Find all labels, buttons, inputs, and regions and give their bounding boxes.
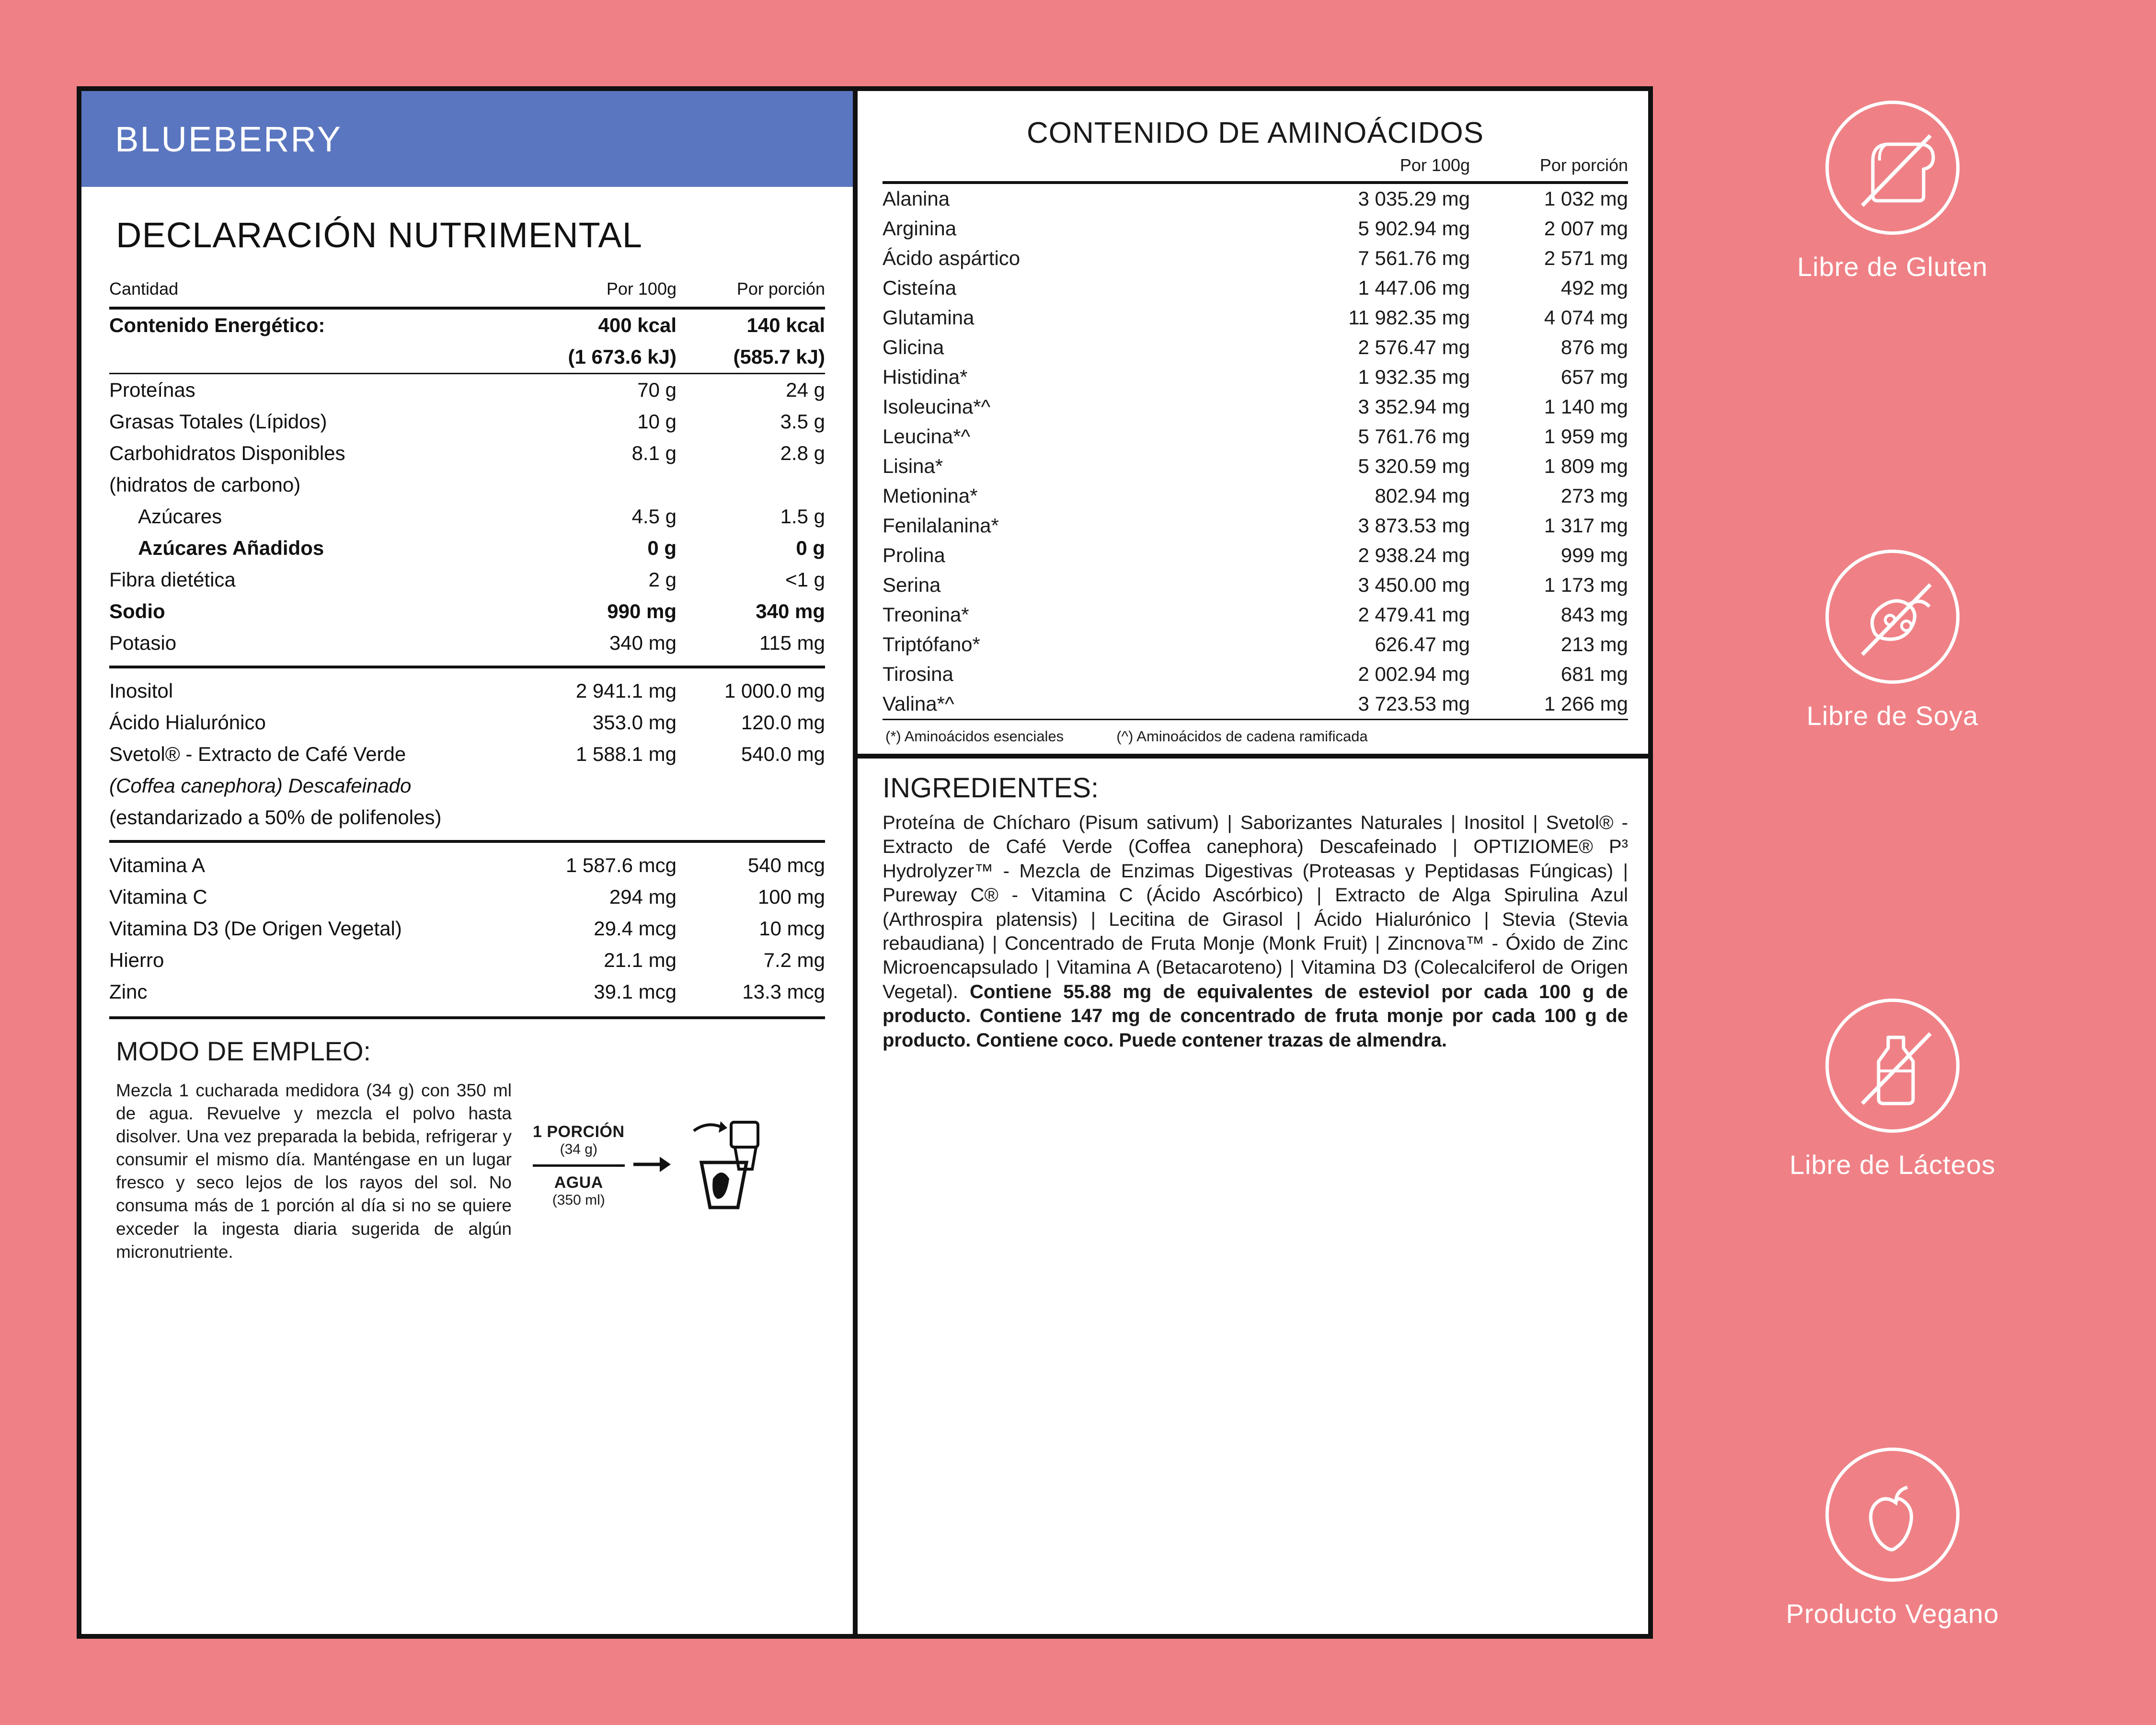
table-row — [109, 976, 825, 1008]
table-row — [109, 374, 825, 406]
table-row — [109, 675, 825, 707]
claim-vegan — [1786, 1448, 1999, 1629]
nutrition-table — [109, 275, 825, 659]
row-perportion: 1 959 mg — [1544, 425, 1628, 448]
row-per100: 29.4 mcg — [594, 917, 677, 940]
nutrition-panel — [77, 86, 1653, 1639]
actives-table — [109, 675, 825, 833]
apple-icon — [1825, 1448, 1960, 1582]
claims-rail — [1686, 86, 2099, 1639]
row-per100: 1 587.6 mcg — [565, 854, 677, 876]
table-row — [109, 341, 825, 374]
row-per100: 1 932.35 mg — [1358, 366, 1470, 388]
table-row — [109, 881, 825, 913]
claim-label: Producto Vegano — [1786, 1598, 1999, 1629]
row-per100: 39.1 mcg — [594, 980, 677, 1003]
row-per100: 400 kcal — [598, 314, 677, 336]
table-row — [883, 451, 1628, 481]
row-perportion: 1 000.0 mg — [724, 679, 825, 702]
row-perportion: 2 571 mg — [1544, 247, 1628, 269]
row-perportion: 1 809 mg — [1544, 455, 1628, 477]
row-per100: 0 g — [647, 537, 677, 559]
row-perportion: 843 mg — [1560, 603, 1628, 626]
divider — [109, 840, 825, 843]
row-label: Leucina*^ — [883, 425, 971, 448]
row-label: Alanina — [883, 187, 950, 210]
row-perportion: 4 074 mg — [1544, 306, 1628, 329]
row-label: (hidratos de carbono) — [109, 473, 301, 496]
table-row — [109, 850, 825, 881]
row-perportion: 24 g — [786, 379, 825, 401]
table-row — [883, 540, 1628, 570]
table-row — [883, 184, 1628, 214]
ingredients-body: Proteína de Chícharo (Pisum sativum) | Saborizantes Naturales | Inositol | Svetol® - Extracto de Café Verde (Coffea canephora) Descafeinado | OPTIZIOME® P³ Hydrolyzer™ - Mezcla de Enzimas Digestivas (Proteasas y Peptidasas Fúngicas) | Pureway C® - Vitamina C (Ácido Ascórbico) | Extracto de Alga Spirulina Azul (Arthrospira platensis) | Lecitina de Girasol | Ácido Hialurónico | Stevia (Stevia rebaudiana) | Concentrado de Fruta Monje (Monk Fruit) | Zincnova™ - Óxido de Zinc Microencapsulado | Vitamina A (Betacaroteno) | Vitamina D3 (Colecalciferol de Origen Vegetal). — [883, 812, 1628, 1002]
row-perportion: 115 mg — [759, 632, 825, 654]
row-per100: 3 352.94 mg — [1358, 395, 1470, 418]
row-label: Lisina* — [883, 455, 943, 477]
row-label: Potasio — [109, 632, 177, 654]
row-per100: 3 035.29 mg — [1358, 187, 1470, 210]
ingredients-section — [858, 754, 1653, 1052]
vitamins-table — [109, 850, 825, 1008]
row-per100: 2 938.24 mg — [1358, 544, 1470, 566]
row-perportion: 7.2 mg — [763, 949, 825, 971]
row-perportion: 540 mcg — [747, 854, 825, 876]
row-label: Valina*^ — [883, 692, 954, 715]
row-label: Prolina — [883, 544, 945, 566]
table-row — [109, 944, 825, 976]
shaker-glass-icon — [685, 1116, 767, 1215]
table-row — [109, 627, 825, 659]
milk-bottle-crossed-icon — [1825, 999, 1960, 1133]
row-perportion: 10 mcg — [759, 917, 825, 940]
table-row — [109, 913, 825, 944]
amino-table — [883, 152, 1628, 720]
table-row — [883, 362, 1628, 392]
row-label: Ácido aspártico — [883, 247, 1021, 269]
row-label: Sodio — [109, 600, 165, 622]
row-perportion: 213 mg — [1560, 633, 1628, 656]
row-perportion — [677, 469, 825, 501]
row-label: Treonina* — [883, 603, 969, 626]
row-per100: 21.1 mg — [604, 949, 677, 971]
row-perportion: 120.0 mg — [741, 711, 825, 734]
row-label: Isoleucina*^ — [883, 395, 991, 418]
amino-col-per100: Por 100g — [1399, 155, 1470, 175]
portion-amount: (34 g) — [560, 1141, 597, 1157]
row-perportion: 681 mg — [1560, 663, 1628, 685]
footnote-bcaa: (^) Aminoácidos de cadena ramificada — [1116, 728, 1368, 745]
row-perportion: <1 g — [785, 568, 825, 591]
amino-title: CONTENIDO DE AMINOÁCIDOS — [1026, 116, 1484, 150]
row-perportion: 1 266 mg — [1544, 692, 1628, 715]
row-per100: 3 873.53 mg — [1358, 514, 1470, 537]
row-label: Triptófano* — [883, 633, 980, 656]
row-per100: 2 g — [648, 568, 677, 591]
ingredients-allergen-note: Contiene 55.88 mg de equivalentes de esteviol por cada 100 g de producto. Contiene 147 mg de concentrado de fruta monje por cada 100 g de producto. Contiene coco. Puede contener trazas de almendra. — [883, 981, 1628, 1051]
row-per100: 353.0 mg — [592, 711, 677, 734]
amino-col-perportion: Por porción — [1539, 155, 1628, 175]
table-row — [109, 310, 825, 341]
row-label: Tirosina — [883, 663, 953, 685]
row-perportion: 999 mg — [1560, 544, 1628, 566]
row-label: Grasas Totales (Lípidos) — [109, 410, 327, 433]
footnote-essential: (*) Aminoácidos esenciales — [885, 728, 1064, 745]
row-per100: 70 g — [637, 379, 677, 401]
table-row — [109, 501, 825, 532]
row-label: Fibra dietética — [109, 568, 236, 591]
claim-soy-free — [1807, 550, 1979, 731]
row-per100: 5 320.59 mg — [1358, 455, 1470, 477]
row-per100: 1 447.06 mg — [1358, 276, 1470, 299]
nutrition-col-per100: Por 100g — [606, 279, 677, 299]
water-amount: (350 ml) — [552, 1192, 605, 1208]
row-label: Inositol — [109, 679, 173, 702]
preparation-diagram — [533, 1079, 825, 1215]
table-row — [883, 600, 1628, 630]
table-row — [109, 770, 825, 802]
row-label: Vitamina A — [109, 854, 206, 876]
nutrition-facts-section — [81, 215, 853, 1264]
row-perportion: 273 mg — [1560, 484, 1628, 507]
row-per100: 7 561.76 mg — [1358, 247, 1470, 269]
table-row — [883, 214, 1628, 243]
row-label: Ácido Hialurónico — [109, 711, 266, 734]
row-perportion: 100 mg — [757, 886, 825, 908]
table-row — [883, 630, 1628, 659]
nutrition-col-amount: Cantidad — [109, 279, 179, 299]
row-per100: 2 576.47 mg — [1358, 336, 1470, 358]
amino-footnotes — [883, 720, 1628, 745]
row-perportion: 340 mg — [756, 600, 825, 622]
amino-header-row — [883, 152, 1628, 183]
row-per100: 5 761.76 mg — [1358, 425, 1470, 448]
table-row — [883, 481, 1628, 511]
table-row — [883, 392, 1628, 422]
arrow-right-icon — [633, 1150, 677, 1181]
table-row — [109, 564, 825, 596]
row-perportion: 876 mg — [1560, 336, 1628, 358]
row-label: Svetol® - Extracto de Café Verde — [109, 743, 406, 765]
soybean-crossed-icon — [1825, 550, 1960, 684]
row-label: Proteínas — [109, 379, 195, 401]
row-perportion: 492 mg — [1560, 276, 1628, 299]
row-label: Serina — [883, 574, 941, 596]
row-per100: 5 902.94 mg — [1358, 217, 1470, 240]
row-perportion: 540.0 mg — [741, 743, 825, 765]
row-per100: 340 mg — [609, 632, 677, 654]
amino-col-name — [883, 152, 1269, 183]
bread-crossed-icon — [1825, 101, 1960, 235]
row-per100: 3 450.00 mg — [1358, 574, 1470, 596]
table-row — [883, 659, 1628, 689]
row-label: Carbohidratos Disponibles — [109, 442, 345, 464]
row-label: Hierro — [109, 949, 164, 971]
row-per100 — [518, 469, 677, 501]
table-row — [109, 596, 825, 627]
svetol-note-1: (Coffea canephora) Descafeinado — [109, 774, 412, 797]
row-perportion: 2 007 mg — [1544, 217, 1628, 240]
nutrition-header-row — [109, 275, 825, 308]
table-row — [109, 802, 825, 833]
portion-label: 1 PORCIÓN — [533, 1123, 625, 1141]
nutrition-title: DECLARACIÓN NUTRIMENTAL — [116, 215, 642, 255]
row-label: Glutamina — [883, 306, 975, 329]
left-column — [81, 91, 858, 1634]
right-column — [858, 91, 1653, 1634]
claim-label: Libre de Lácteos — [1789, 1150, 1996, 1180]
row-label: Azúcares — [138, 505, 222, 528]
row-label: Azúcares Añadidos — [138, 537, 324, 559]
row-per100: 626.47 mg — [1375, 633, 1470, 656]
table-row — [883, 511, 1628, 540]
row-per100: 4.5 g — [631, 505, 677, 528]
claim-gluten-free — [1797, 101, 1988, 282]
row-label: Glicina — [883, 336, 944, 358]
svetol-note-2: (estandarizado a 50% de polifenoles) — [109, 806, 442, 828]
row-per100: (1 673.6 kJ) — [568, 345, 677, 368]
nutrition-col-perportion: Por porción — [736, 279, 825, 299]
row-perportion: 657 mg — [1560, 366, 1628, 388]
row-perportion: 1.5 g — [780, 505, 825, 528]
row-per100: 1 588.1 mg — [575, 743, 677, 765]
directions-text: Mezcla 1 cucharada medidora (34 g) con 350 ml de agua. Revuelve y mezcla el polvo hasta disolver. Una vez preparada la bebida, refrigerar y consumir el mismo día. Manténgase en un lugar fresco y seco lejos de los rayos del sol. No consuma más de 1 porción al día si no se quiere exceder la ingesta diaria sugerida de algún micronutriente. — [116, 1081, 512, 1262]
row-perportion: 1 140 mg — [1544, 395, 1628, 418]
row-per100: 294 mg — [609, 886, 677, 908]
row-per100: 2 002.94 mg — [1358, 663, 1470, 685]
table-row — [883, 570, 1628, 600]
row-perportion: 0 g — [796, 537, 825, 559]
table-row — [109, 532, 825, 564]
table-row — [883, 422, 1628, 451]
divider — [533, 1164, 625, 1167]
row-label: Contenido Energético: — [109, 314, 325, 336]
row-per100: 2 479.41 mg — [1358, 603, 1470, 626]
water-label: AGUA — [554, 1173, 603, 1192]
table-row — [109, 437, 825, 469]
row-perportion: 1 173 mg — [1544, 574, 1628, 596]
divider — [109, 666, 825, 668]
row-label: Vitamina D3 (De Origen Vegetal) — [109, 917, 402, 940]
claim-label: Libre de Soya — [1806, 701, 1979, 731]
row-label: Metionina* — [883, 484, 978, 507]
claim-label: Libre de Gluten — [1797, 252, 1988, 282]
row-perportion: (585.7 kJ) — [733, 345, 825, 368]
table-row — [109, 707, 825, 738]
ingredients-title: INGREDIENTES: — [883, 772, 1099, 804]
row-perportion: 1 317 mg — [1544, 514, 1628, 537]
directions-section — [109, 1016, 825, 1264]
row-label: Cisteína — [883, 276, 957, 299]
row-perportion: 13.3 mcg — [742, 980, 825, 1003]
row-label: Vitamina C — [109, 886, 207, 908]
row-per100: 3 723.53 mg — [1358, 692, 1470, 715]
table-row — [109, 469, 825, 501]
amino-section — [858, 91, 1653, 745]
claim-dairy-free — [1789, 999, 1995, 1180]
row-label — [109, 341, 518, 374]
table-row — [109, 738, 825, 770]
row-per100: 8.1 g — [631, 442, 677, 464]
table-row — [883, 273, 1628, 303]
row-per100: 2 941.1 mg — [575, 679, 677, 702]
directions-title: MODO DE EMPLEO: — [116, 1036, 371, 1066]
row-label: Zinc — [109, 980, 148, 1003]
flavor-name: BLUEBERRY — [115, 119, 342, 159]
row-per100: 802.94 mg — [1375, 484, 1470, 507]
table-row — [109, 406, 825, 437]
table-row — [883, 243, 1628, 273]
table-row — [883, 303, 1628, 333]
row-label: Fenilalanina* — [883, 514, 999, 537]
flavor-banner — [81, 91, 853, 187]
row-perportion: 2.8 g — [780, 442, 825, 464]
table-row — [883, 689, 1628, 720]
row-per100: 990 mg — [607, 600, 677, 622]
row-per100: 11 982.35 mg — [1348, 306, 1470, 329]
row-perportion: 3.5 g — [780, 410, 825, 433]
row-label: Histidina* — [883, 366, 968, 388]
row-perportion: 140 kcal — [746, 314, 825, 336]
row-label: Arginina — [883, 217, 957, 240]
row-perportion: 1 032 mg — [1544, 187, 1628, 210]
table-row — [883, 333, 1628, 362]
row-per100: 10 g — [637, 410, 677, 433]
